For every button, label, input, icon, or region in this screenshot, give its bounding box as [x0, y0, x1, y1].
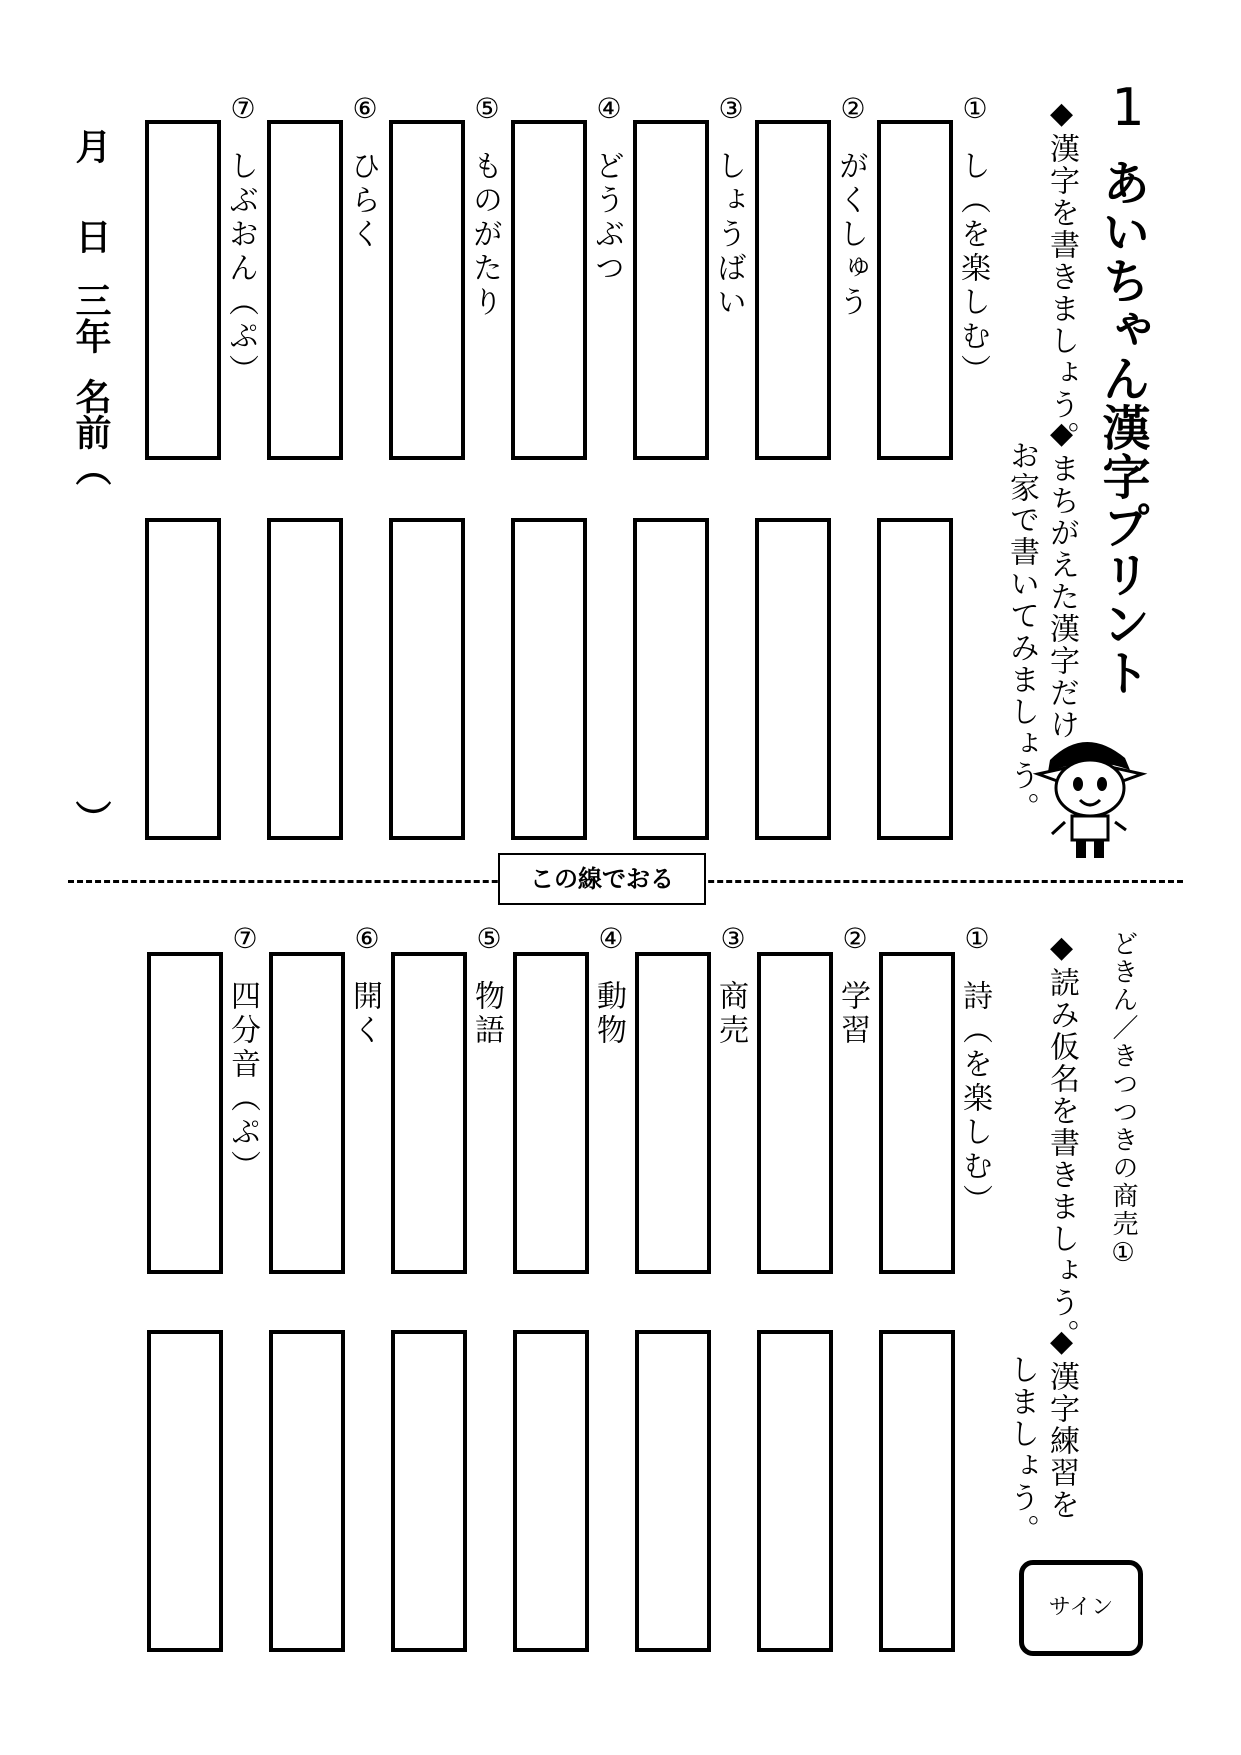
top-item-number-5: ⑤	[474, 92, 500, 125]
title-number: 1	[1098, 78, 1158, 138]
top-item-number-3: ③	[718, 92, 744, 125]
bottom-item-number-2: ②	[842, 922, 868, 955]
practice-box-top-7[interactable]	[145, 518, 221, 840]
instruction-practice-line2: しましょう。	[1004, 1354, 1039, 1546]
reading-box-bottom-5[interactable]	[391, 952, 467, 1274]
practice-box-top-3[interactable]	[633, 518, 709, 840]
bottom-item-kanji-5: 物語	[469, 980, 504, 1048]
top-item-reading-6: ひらく	[345, 150, 380, 252]
bottom-item-number-6: ⑥	[354, 922, 380, 955]
top-item-reading-4: どうぶつ	[589, 150, 624, 286]
instruction-practice-line1: ◆漢字練習を	[1044, 1324, 1079, 1521]
name-label: 名前（	[70, 378, 111, 486]
answer-box-top-5[interactable]	[389, 120, 465, 460]
bottom-item-kanji-1: 詩（を楽しむ）	[957, 980, 992, 1218]
story-title: どきん／きつつきの商売①	[1108, 930, 1138, 1270]
bottom-item-kanji-7: 四分音（ぷ）	[225, 980, 260, 1184]
top-item-number-7: ⑦	[230, 92, 256, 125]
answer-box-top-3[interactable]	[633, 120, 709, 460]
top-item-reading-2: がくしゅう	[833, 150, 868, 320]
practice-box-top-1[interactable]	[877, 518, 953, 840]
day-label: 日	[70, 218, 111, 254]
top-item-number-6: ⑥	[352, 92, 378, 125]
top-item-reading-5: ものがたり	[467, 150, 502, 320]
grade-label: 三年	[70, 282, 111, 354]
practice-box-bottom-6[interactable]	[269, 1330, 345, 1652]
answer-box-top-6[interactable]	[267, 120, 343, 460]
practice-box-bottom-1[interactable]	[879, 1330, 955, 1652]
practice-box-bottom-2[interactable]	[757, 1330, 833, 1652]
reading-box-bottom-7[interactable]	[147, 952, 223, 1274]
bottom-item-kanji-4: 動物	[591, 980, 626, 1048]
practice-box-bottom-3[interactable]	[635, 1330, 711, 1652]
reading-box-bottom-3[interactable]	[635, 952, 711, 1274]
top-item-reading-7: しぶおん（ぷ）	[223, 150, 258, 388]
bottom-item-number-3: ③	[720, 922, 746, 955]
practice-box-bottom-7[interactable]	[147, 1330, 223, 1652]
top-item-reading-1: し（を楽しむ）	[955, 150, 990, 388]
month-label: 月	[70, 128, 111, 164]
reading-box-bottom-1[interactable]	[879, 952, 955, 1274]
practice-box-top-5[interactable]	[389, 518, 465, 840]
name-close-paren: ）	[70, 800, 111, 836]
reading-box-bottom-2[interactable]	[757, 952, 833, 1274]
bottom-item-kanji-2: 学習	[835, 980, 870, 1048]
instruction-write-kanji: ◆漢字を書きましょう。	[1044, 96, 1079, 453]
answer-box-top-1[interactable]	[877, 120, 953, 460]
top-item-number-4: ④	[596, 92, 622, 125]
practice-box-top-6[interactable]	[267, 518, 343, 840]
reading-box-bottom-4[interactable]	[513, 952, 589, 1274]
answer-box-top-2[interactable]	[755, 120, 831, 460]
practice-box-top-2[interactable]	[755, 518, 831, 840]
answer-box-top-7[interactable]	[145, 120, 221, 460]
bottom-item-kanji-6: 開く	[347, 980, 382, 1048]
answer-box-top-4[interactable]	[511, 120, 587, 460]
reading-box-bottom-6[interactable]	[269, 952, 345, 1274]
bottom-item-number-7: ⑦	[232, 922, 258, 955]
bottom-item-number-5: ⑤	[476, 922, 502, 955]
bottom-item-number-4: ④	[598, 922, 624, 955]
top-item-number-1: ①	[962, 92, 988, 125]
practice-box-top-4[interactable]	[511, 518, 587, 840]
top-item-reading-3: しょうばい	[711, 150, 746, 320]
sign-box[interactable]: サイン	[1019, 1560, 1143, 1656]
practice-box-bottom-4[interactable]	[513, 1330, 589, 1652]
instruction-mistakes-line1: ◆まちがえた漢字だけ	[1044, 416, 1079, 741]
girl-mascot-icon	[1030, 730, 1150, 865]
bottom-item-kanji-3: 商売	[713, 980, 748, 1048]
instruction-read-kana: ◆読み仮名を書きましょう。	[1044, 930, 1079, 1351]
page-title: あいちゃん漢字プリント	[1094, 158, 1150, 697]
top-item-number-2: ②	[840, 92, 866, 125]
fold-label: この線でおる	[498, 853, 706, 905]
practice-box-bottom-5[interactable]	[391, 1330, 467, 1652]
bottom-item-number-1: ①	[964, 922, 990, 955]
instruction-mistakes-line2: お家で書いてみましょう。	[1004, 440, 1039, 824]
